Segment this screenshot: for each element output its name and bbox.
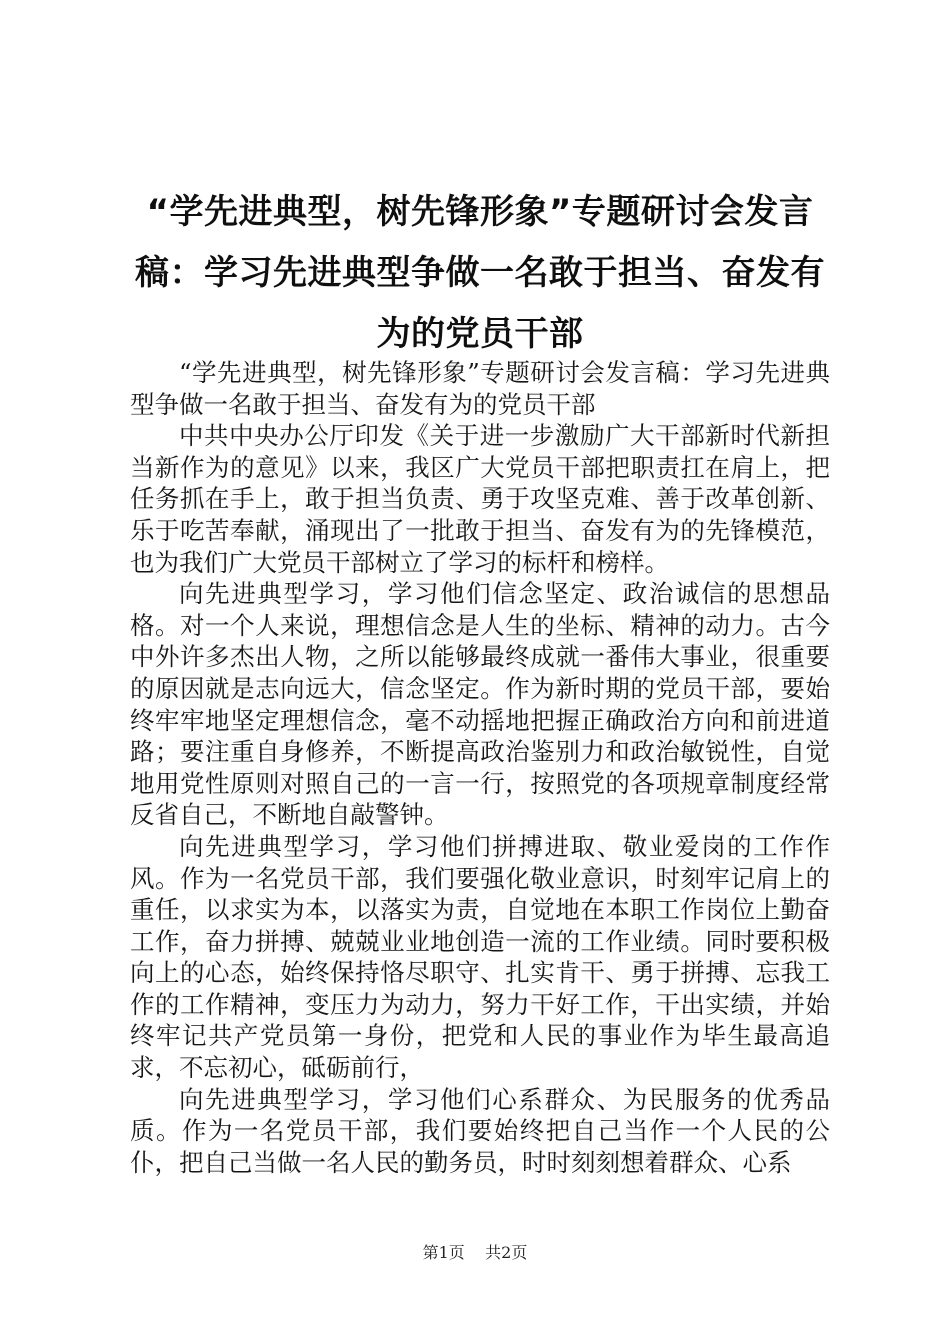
page-number-total: 共2页	[485, 1243, 528, 1262]
document-title: “学先进典型，树先锋形象”专题研讨会发言稿：学习先进典型争做一名敢于担当、奋发有为的党员干部	[135, 192, 825, 354]
paragraph-serving-people: 向先进典型学习，学习他们心系群众、为民服务的优秀品质。作为一名党员干部，我们要始终把自己当作一个人民的公仆，把自己当做一名人民的勤务员，时时刻刻想着群众、心系	[130, 1084, 830, 1177]
page-number-current: 第1页	[422, 1243, 465, 1262]
page-number-spacer	[470, 1243, 480, 1262]
paragraph-ideals-and-beliefs: 向先进典型学习，学习他们信念坚定、政治诚信的思想品格。对一个人来说，理想信念是人生的坐标、精神的动力。古今中外许多杰出人物，之所以能够最终成就一番伟大事业，很重要的原因就是志向远大，信念坚定。作为新时期的党员干部，要始终牢牢地坚定理想信念，毫不动摇地把握正确政治方向和前进道路；要注重自身修养，不断提高政治鉴别力和政治敏锐性，自觉地用党性原则对照自己的一言一行，按照党的各项规章制度经常反省自己，不断地自敲警钟。	[130, 579, 830, 830]
paragraph-restated-title: “学先进典型，树先锋形象”专题研讨会发言稿：学习先进典型争做一名敢于担当、奋发有为的党员干部	[130, 358, 830, 419]
paragraph-introduction: 中共中央办公厅印发《关于进一步激励广大干部新时代新担当新作为的意见》以来，我区广大党员干部把职责扛在肩上，把任务抓在手上，敢于担当负责、勇于攻坚克难、善于改革创新、乐于吃苦奉献，涌现出了一批敢于担当、奋发有为的先锋模范，也为我们广大党员干部树立了学习的标杆和榜样。	[130, 421, 830, 577]
paragraph-work-style: 向先进典型学习，学习他们拼搏进取、敬业爱岗的工作作风。作为一名党员干部，我们要强化敬业意识，时刻牢记肩上的重任，以求实为本，以落实为责，自觉地在本职工作岗位上勤奋工作，奋力拼搏、兢兢业业地创造一流的工作业绩。同时要积极向上的心态，始终保持恪尽职守、扎实肯干、勇于拼搏、忘我工作的工作精神，变压力为动力，努力干好工作，干出实绩，并始终牢记共产党员第一身份，把党和人民的事业作为毕生最高追求，不忘初心，砥砺前行，	[130, 831, 830, 1083]
document-body	[130, 357, 830, 1178]
page-footer	[0, 1243, 950, 1263]
